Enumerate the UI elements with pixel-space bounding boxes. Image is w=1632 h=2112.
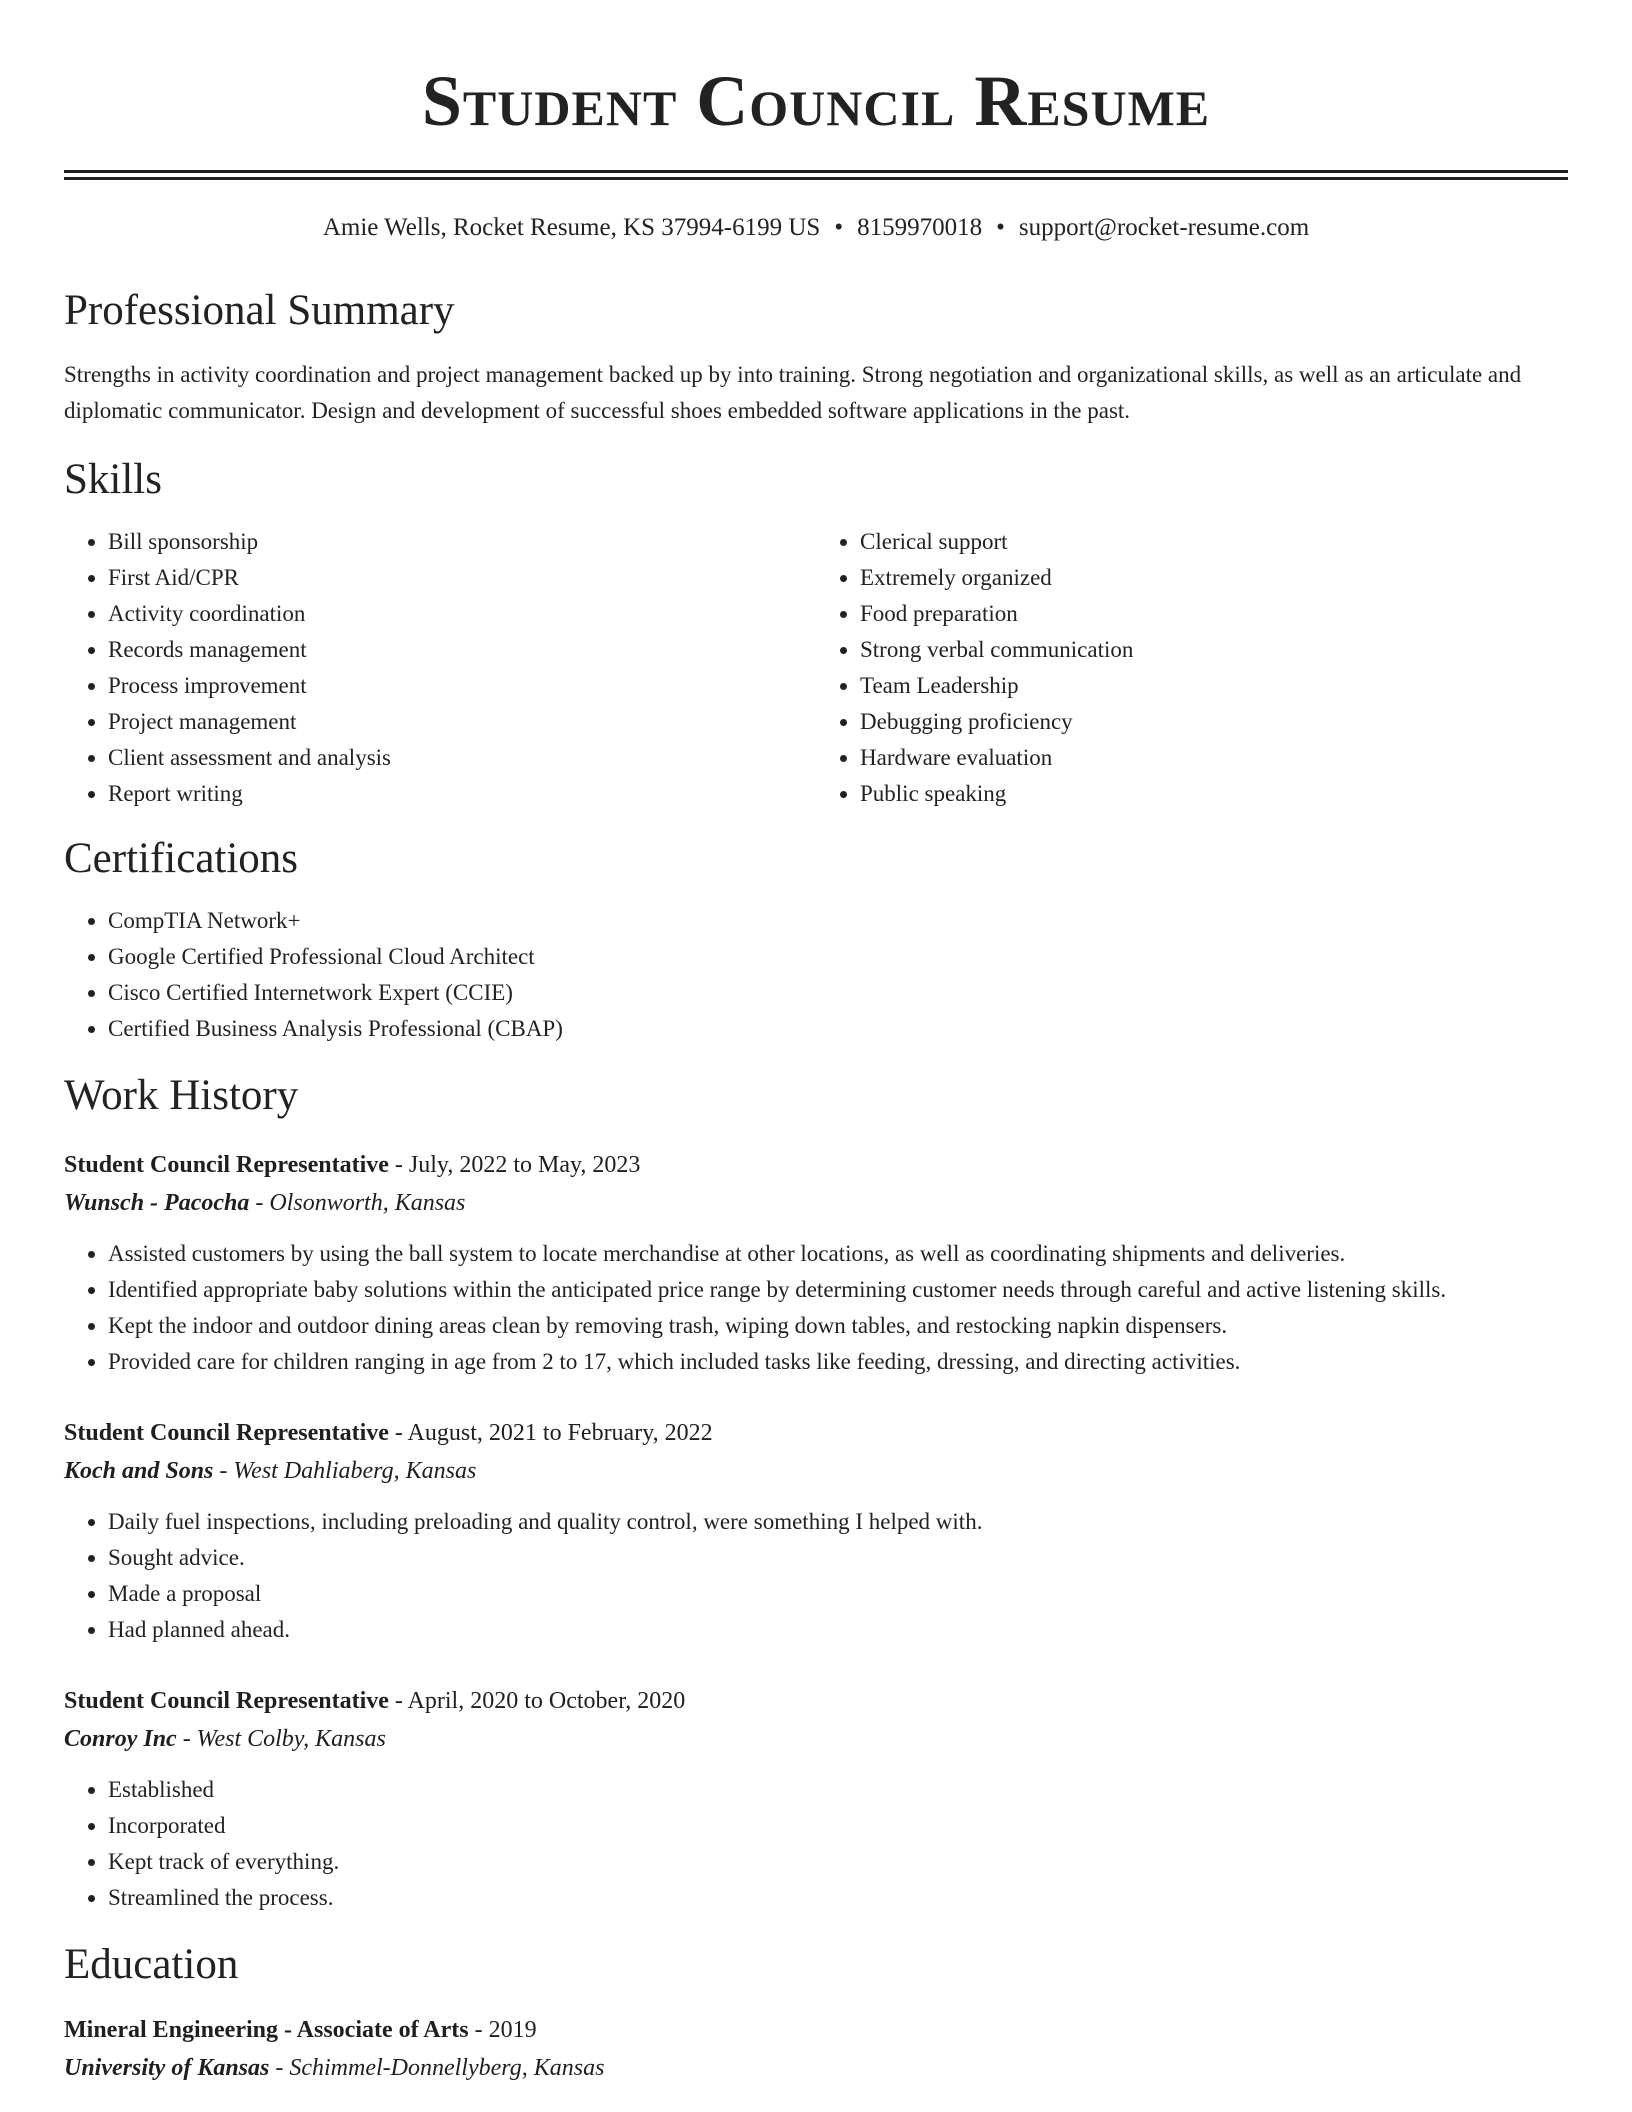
job-company: Wunsch - Pacocha: [64, 1190, 250, 1216]
job-title: Student Council Representative: [64, 1420, 389, 1446]
skills-list-right: [816, 524, 1568, 812]
job-duty: • Incorporated: [108, 1808, 1568, 1844]
job-dates: - July, 2022 to May, 2023: [388, 1152, 641, 1178]
certification-item: • Certified Business Analysis Professional (CBAP): [108, 1011, 1568, 1047]
summary-text: Strengths in activity coordination and project management backed up by into training. Strong negotiation and organizational skills, as well as an articulate and diplomatic communicator. Design and development of successful shoes embedded software applications in the past.: [64, 362, 1522, 423]
education-degree-line: [64, 2011, 1568, 2049]
contact-separator: •: [996, 214, 1005, 241]
job-company: Koch and Sons: [64, 1458, 214, 1484]
education-location: - Schimmel-Donnellyberg, Kansas: [269, 2055, 605, 2081]
skill-item: • First Aid/CPR: [108, 560, 816, 596]
job-dates: - April, 2020 to October, 2020: [388, 1688, 686, 1714]
job-duty: • Kept the indoor and outdoor dining areas clean by removing trash, wiping down tables, and restocking napkin dispensers.: [108, 1308, 1568, 1344]
education-entry: [64, 2011, 1568, 2087]
contact-phone: 8159970018: [857, 214, 983, 241]
skill-item: • Project management: [108, 704, 816, 740]
certifications-list: [64, 903, 1568, 1047]
job-duties: [64, 1772, 1568, 1916]
certification-item: • CompTIA Network+: [108, 903, 1568, 939]
job-dates: - August, 2021 to February, 2022: [388, 1420, 713, 1446]
work-history-heading: Work History: [64, 1072, 299, 1119]
job-duty: • Had planned ahead.: [108, 1612, 1568, 1648]
skill-item: • Food preparation: [860, 596, 1568, 632]
job-duty: • Identified appropriate baby solutions within the anticipated price range by determining customer needs through careful and active listening skills.: [108, 1272, 1568, 1308]
education-heading: Education: [64, 1941, 239, 1988]
job-location: - West Colby, Kansas: [176, 1726, 386, 1752]
job-duty: • Assisted customers by using the ball system to locate merchandise at other locations, as well as coordinating shipments and deliveries.: [108, 1236, 1568, 1272]
job-duty: • Streamlined the process.: [108, 1880, 1568, 1916]
job-duties: [64, 1504, 1568, 1648]
certification-item: • Cisco Certified Internetwork Expert (CCIE): [108, 975, 1568, 1011]
skill-item: • Debugging proficiency: [860, 704, 1568, 740]
job-title-line: [64, 1682, 1568, 1720]
job-duties: [64, 1236, 1568, 1380]
job-duty: • Sought advice.: [108, 1540, 1568, 1576]
skill-item: • Extremely organized: [860, 560, 1568, 596]
job-title: Student Council Representative: [64, 1152, 389, 1178]
skill-item: • Process improvement: [108, 668, 816, 704]
job-company-line: [64, 1184, 1568, 1222]
skill-item: • Report writing: [108, 776, 816, 812]
skill-item: • Hardware evaluation: [860, 740, 1568, 776]
job-company-line: [64, 1720, 1568, 1758]
education-school-line: [64, 2049, 1568, 2087]
job-duty: • Provided care for children ranging in age from 2 to 17, which included tasks like feeding, dressing, and directing activities.: [108, 1344, 1568, 1380]
skill-item: • Bill sponsorship: [108, 524, 816, 560]
skills-list-left: [64, 524, 816, 812]
skill-item: • Records management: [108, 632, 816, 668]
job-title-line: [64, 1146, 1568, 1184]
education-degree: Mineral Engineering - Associate of Arts: [64, 2017, 469, 2043]
job-title-line: [64, 1414, 1568, 1452]
job-duty: • Daily fuel inspections, including preloading and quality control, were something I helped with.: [108, 1504, 1568, 1540]
job-company: Conroy Inc: [64, 1726, 177, 1752]
skill-item: • Team Leadership: [860, 668, 1568, 704]
contact-address: Amie Wells, Rocket Resume, KS 37994-6199 US: [322, 214, 821, 241]
job-title: Student Council Representative: [64, 1688, 389, 1714]
job-company-line: [64, 1452, 1568, 1490]
contact-line: [64, 214, 1568, 242]
job-duty: • Established: [108, 1772, 1568, 1808]
job-location: - West Dahliaberg, Kansas: [213, 1458, 477, 1484]
certification-item: • Google Certified Professional Cloud Architect: [108, 939, 1568, 975]
job-duty: • Kept track of everything.: [108, 1844, 1568, 1880]
job-entry: [64, 1146, 1568, 1380]
contact-separator: •: [834, 214, 844, 241]
summary-heading: Professional Summary: [64, 287, 455, 334]
skill-item: • Client assessment and analysis: [108, 740, 816, 776]
contact-email: support@rocket-resume.com: [1018, 214, 1310, 241]
title-divider: [64, 170, 1568, 180]
page-title: Student Council Resume: [421, 61, 1211, 141]
skills-columns: [64, 524, 1568, 812]
job-location: - Olsonworth, Kansas: [249, 1190, 466, 1216]
education-year: - 2019: [468, 2017, 537, 2043]
skill-item: • Public speaking: [860, 776, 1568, 812]
skill-item: • Strong verbal communication: [860, 632, 1568, 668]
job-entry: [64, 1682, 1568, 1916]
certifications-heading: Certifications: [64, 835, 299, 882]
job-entry: [64, 1414, 1568, 1648]
skill-item: • Activity coordination: [108, 596, 816, 632]
skill-item: • Clerical support: [860, 524, 1568, 560]
education-school: University of Kansas: [64, 2055, 270, 2081]
resume-page: [64, 0, 1568, 2087]
skills-heading: Skills: [64, 456, 162, 503]
job-duty: • Made a proposal: [108, 1576, 1568, 1612]
